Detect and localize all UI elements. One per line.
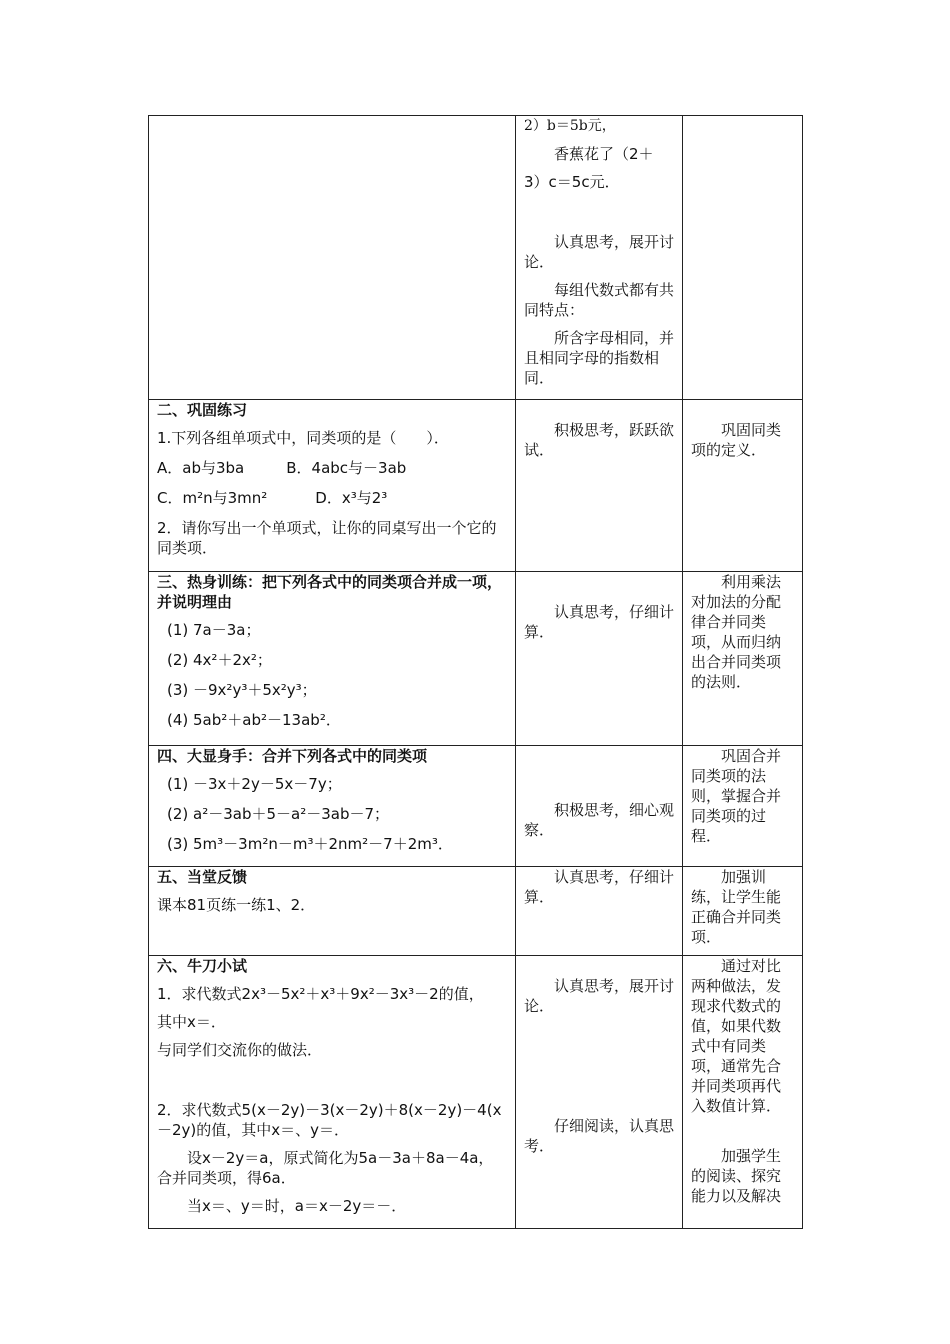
table-row [149, 400, 803, 572]
content-cell [149, 116, 516, 400]
content-cell [149, 572, 516, 746]
exercise-item: (3) 5m³－3m²n－m³＋2nm²－7＋2m³． [167, 835, 453, 853]
text-paragraph: 加强训练，让学生能正确合并同类项． [691, 868, 782, 946]
activity-cell [516, 956, 683, 1229]
intent-cell [683, 746, 803, 867]
text-paragraph: 设x－2y＝a，原式简化为5a－3a＋8a－4a，合并同类项，得6a． [157, 1149, 494, 1187]
activity-cell [516, 746, 683, 867]
exercise-item: (2) 4x²＋2x²； [167, 651, 272, 669]
text-paragraph: 积极思考，跃跃欲试． [524, 421, 675, 459]
text-paragraph: 仔细阅读，认真思考． [524, 1117, 675, 1155]
exercise-item: (4) 5ab²＋ab²－13ab²． [167, 711, 341, 729]
content-cell [149, 400, 516, 572]
intent-cell [683, 867, 803, 956]
table-row [149, 572, 803, 746]
exercise-item: (1) －3x＋2y－5x－7y； [167, 775, 342, 793]
question: 2．求代数式5(x－2y)－3(x－2y)＋8(x－2y)－4(x－2y)的值，其中x＝、y＝． [157, 1101, 502, 1139]
lesson-table [148, 115, 803, 1229]
table-row [149, 116, 803, 400]
table-row [149, 956, 803, 1229]
question: 2．请你写出一个单项式，让你的同桌写出一个它的同类项． [157, 519, 497, 557]
text-paragraph: 认真思考，仔细计算． [524, 868, 675, 906]
section-heading: 五、当堂反馈 [157, 868, 248, 886]
text-paragraph: 当x＝、y＝时，a＝x－2y＝－． [187, 1197, 407, 1215]
activity-cell [516, 572, 683, 746]
option-c: C．m²n与3mn² [157, 489, 268, 507]
text-paragraph: 巩固同类项的定义． [691, 421, 782, 459]
intent-cell [683, 400, 803, 572]
activity-cell [516, 116, 683, 400]
section-heading: 六、牛刀小试 [157, 957, 248, 975]
text-paragraph: 利用乘法对加法的分配律合并同类项，从而归纳出合并同类项的法则． [691, 573, 782, 691]
text-paragraph: 所含字母相同，并且相同字母的指数相同． [524, 329, 675, 387]
exercise-item: (3) －9x²y³＋5x²y³； [167, 681, 317, 699]
text-paragraph: 加强学生的阅读、探究能力以及解决 [691, 1147, 782, 1205]
option-b: B．4abc与－3ab [286, 459, 407, 477]
option-d: D．x³与2³ [315, 489, 388, 507]
option-a: A．ab与3ba [157, 459, 245, 477]
intent-cell [683, 116, 803, 400]
text-paragraph: 认真思考，仔细计算． [524, 603, 675, 641]
content-cell [149, 746, 516, 867]
content-cell [149, 867, 516, 956]
text-paragraph: 积极思考，细心观察． [524, 801, 675, 839]
text-line: 香蕉花了（2＋ [554, 145, 654, 163]
text-paragraph: 每组代数式都有共同特点： [524, 281, 675, 319]
table-row [149, 867, 803, 956]
text-paragraph: 巩固合并同类项的法则，掌握合并同类项的过程． [691, 747, 782, 845]
text-line: 其中x＝． [157, 1013, 226, 1031]
exercise-item: (1) 7a－3a； [167, 621, 261, 639]
section-heading: 二、巩固练习 [157, 401, 248, 419]
section-heading: 三、热身训练：把下列各式中的同类项合并成一项，并说明理由 [157, 573, 503, 611]
section-heading: 四、大显身手：合并下列各式中的同类项 [157, 747, 428, 765]
text-paragraph: 通过对比两种做法，发现求代数式的值，如果代数式中有同类项，通常先合并同类项再代入数值计算． [691, 957, 782, 1115]
content-cell [149, 956, 516, 1229]
text-paragraph: 认真思考，展开讨论． [524, 977, 675, 1015]
text-line: 3）c＝5c元． [524, 173, 620, 191]
activity-cell [516, 867, 683, 956]
exercise-item: (2) a²－3ab＋5－a²－3ab－7； [167, 805, 390, 823]
table-row [149, 746, 803, 867]
text-paragraph: 认真思考，展开讨论． [524, 233, 675, 271]
text-line: 2）b＝5b元， [524, 118, 616, 134]
text-line: 与同学们交流你的做法． [157, 1041, 323, 1059]
question: 1.下列各组单项式中，同类项的是（ ）． [157, 429, 449, 447]
activity-cell [516, 400, 683, 572]
text-paragraph: 课本81页练一练1、2． [157, 896, 316, 914]
intent-cell [683, 956, 803, 1229]
intent-cell [683, 572, 803, 746]
question: 1．求代数式2x³－5x²＋x³＋9x²－3x³－2的值， [157, 985, 484, 1003]
